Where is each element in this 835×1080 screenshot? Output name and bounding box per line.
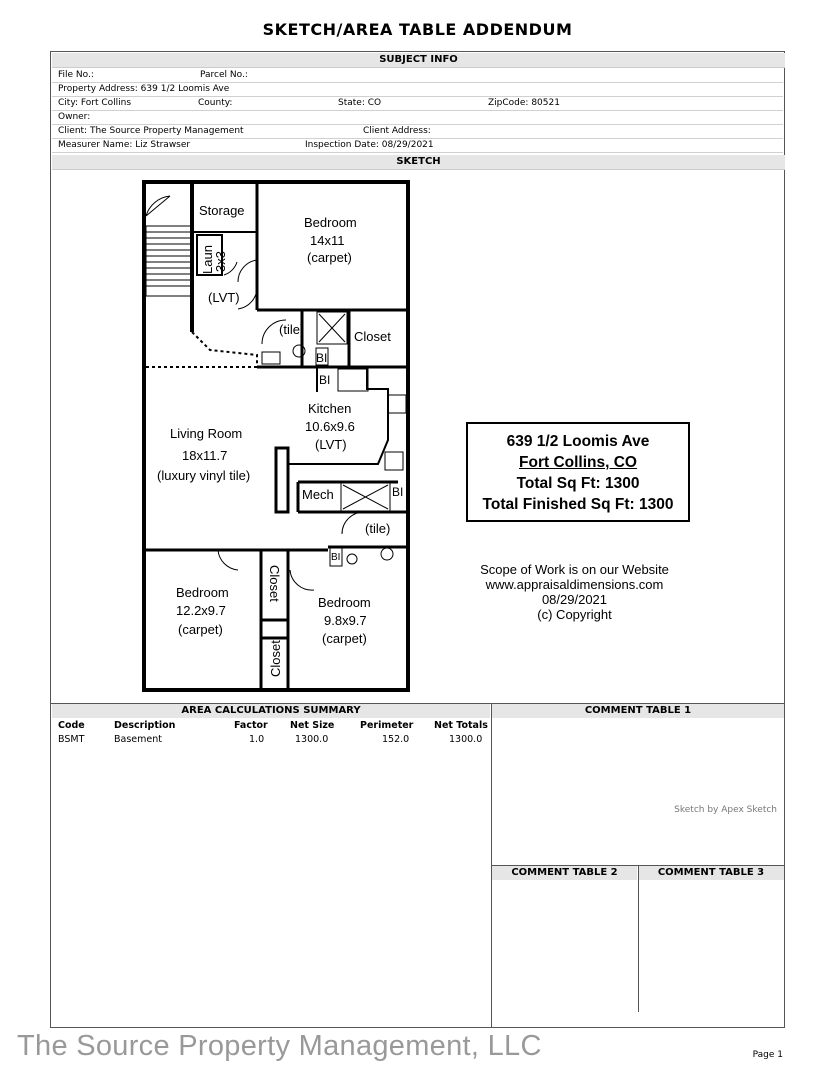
summary-address: 639 1/2 Loomis Ave (506, 433, 650, 450)
owner: Owner: (58, 112, 91, 122)
bedroom-right-floor: (carpet) (322, 631, 367, 646)
state: State: CO (338, 98, 382, 108)
col-perimeter: Perimeter (360, 720, 414, 731)
bi-label-2: BI (319, 373, 331, 387)
scope-copyright: (c) Copyright (537, 607, 612, 622)
page-title: SKETCH/AREA TABLE ADDENDUM (262, 20, 573, 39)
zip-code: ZipCode: 80521 (488, 98, 560, 108)
living-room-label: Living Room (170, 426, 243, 441)
scope-line: Scope of Work is on our Website (480, 562, 669, 577)
scope-website: www.appraisaldimensions.com (485, 577, 664, 592)
client-address: Client Address: (363, 126, 431, 136)
cell-perimeter: 152.0 (382, 734, 410, 745)
bedroom-top-floor: (carpet) (307, 250, 352, 265)
bi-label-3: BI (392, 485, 404, 499)
info-row-file (52, 69, 783, 83)
page-number: Page 1 (752, 1050, 783, 1060)
col-net-size: Net Size (290, 720, 335, 731)
subject-info-header: SUBJECT INFO (52, 53, 785, 68)
summary-total-sqft: Total Sq Ft: 1300 (516, 475, 640, 492)
property-summary-box (466, 422, 690, 522)
living-room-floor: (luxury vinyl tile) (157, 468, 251, 483)
bedroom-right-dim: 9.8x9.7 (324, 613, 367, 628)
file-no: File No.: (58, 70, 94, 80)
measurer: Measurer Name: Liz Strawser (58, 140, 191, 150)
cell-code: BSMT (58, 734, 85, 745)
laundry-dim: 3x3 (213, 251, 228, 272)
area-summary-header: AREA CALCULATIONS SUMMARY (52, 704, 490, 718)
bi-label-1: BI (316, 351, 328, 365)
kitchen-label: Kitchen (308, 401, 352, 416)
col-factor: Factor (234, 720, 268, 731)
cell-net-size: 1300.0 (295, 734, 329, 745)
info-row-owner (52, 111, 783, 125)
client: Client: The Source Property Management (58, 126, 244, 136)
bedroom-right-label: Bedroom (318, 595, 371, 610)
comment-table-3-header: COMMENT TABLE 3 (638, 866, 784, 880)
kitchen-floor: (LVT) (315, 437, 347, 452)
comment-table-2-header: COMMENT TABLE 2 (492, 866, 637, 880)
comment-vertical-divider (638, 865, 639, 1012)
closet-a-label: Closet (267, 565, 282, 602)
living-room-dim: 18x11.7 (182, 448, 228, 463)
cell-description: Basement (114, 734, 162, 745)
cell-factor: 1.0 (249, 734, 265, 745)
summary-city: Fort Collins, CO (519, 454, 637, 471)
bath2-floor-label: (tile) (365, 521, 391, 536)
scope-notice (452, 562, 697, 622)
bedroom-top-label: Bedroom (304, 215, 357, 230)
addendum-frame (50, 51, 785, 1028)
storage-label: Storage (199, 203, 245, 218)
hall-floor-label: (LVT) (208, 290, 240, 305)
info-row-city (52, 97, 783, 111)
bi-label-4: BI (331, 552, 341, 563)
bedroom-left-floor: (carpet) (178, 622, 223, 637)
summary-finished-sqft: Total Finished Sq Ft: 1300 (482, 496, 674, 513)
col-code: Code (58, 720, 85, 731)
info-row-client (52, 125, 783, 139)
property-address: Property Address: 639 1/2 Loomis Ave (58, 84, 230, 94)
parcel-no: Parcel No.: (200, 70, 248, 80)
bedroom-top-dim: 14x11 (310, 233, 345, 248)
col-net-totals: Net Totals (434, 720, 488, 731)
info-row-measurer (52, 139, 783, 153)
info-row-address (52, 83, 783, 97)
inspection-date: Inspection Date: 08/29/2021 (305, 140, 434, 150)
stairs (146, 226, 191, 296)
sketch-credit: Sketch by Apex Sketch (674, 805, 777, 815)
closet-top-label: Closet (354, 329, 391, 344)
bedroom-left-label: Bedroom (176, 585, 229, 600)
watermark: The Source Property Management, LLC (17, 1030, 542, 1062)
sketch-header: SKETCH (52, 155, 785, 170)
county: County: (198, 98, 233, 108)
closet-b-label: Closet (268, 640, 283, 677)
entry-door (146, 196, 170, 216)
kitchen-dim: 10.6x9.6 (305, 419, 355, 434)
cell-net-totals: 1300.0 (449, 734, 483, 745)
laundry-label: Laun (200, 245, 215, 274)
bedroom-left-dim: 12.2x9.7 (176, 603, 226, 618)
comment-table-1-header: COMMENT TABLE 1 (492, 704, 784, 718)
col-description: Description (114, 720, 176, 731)
city: City: Fort Collins (58, 98, 132, 108)
bath1-floor-label: (tile) (279, 322, 305, 337)
mech-label: Mech (302, 487, 334, 502)
scope-date: 08/29/2021 (541, 592, 608, 607)
